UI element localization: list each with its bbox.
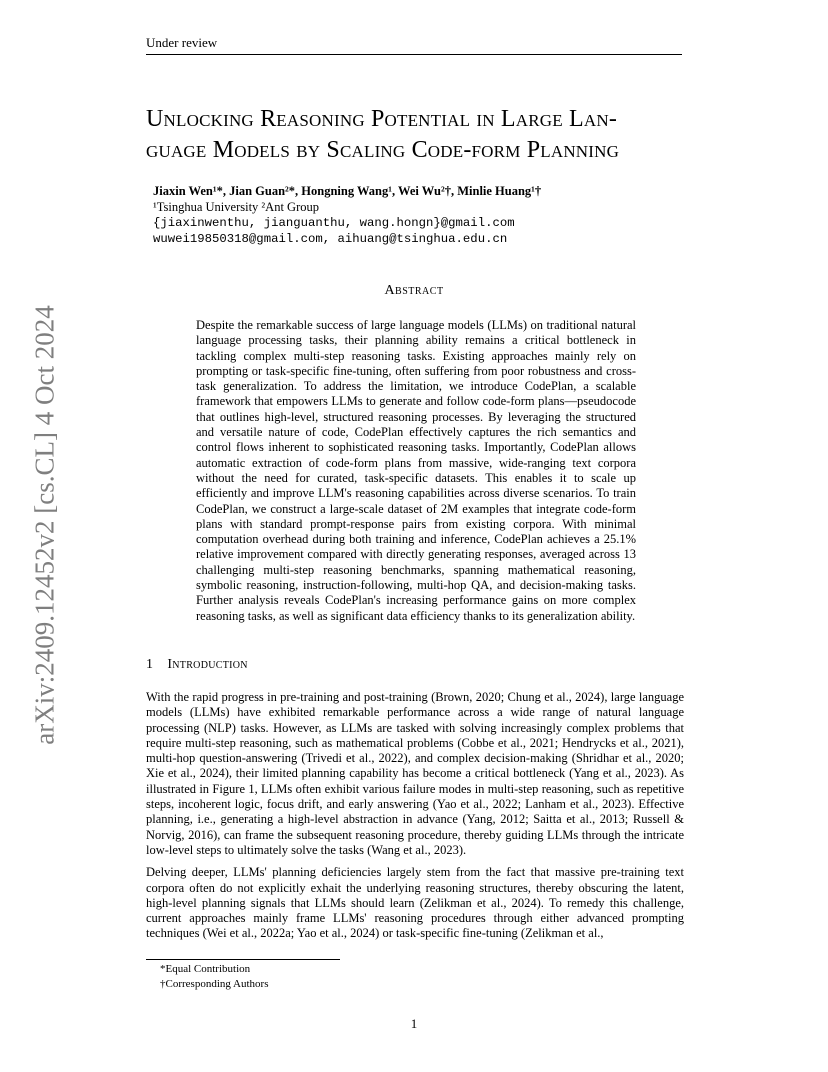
paper-title — [146, 104, 706, 166]
author-names: Jiaxin Wen¹*, Jian Guan²*, Hongning Wang¹, Wei Wu²†, Minlie Huang¹† — [153, 184, 542, 198]
footnotes — [160, 962, 268, 992]
section-title: Introduction — [167, 657, 248, 672]
footnote-rule — [146, 959, 340, 960]
author-emails-line-2: wuwei19850318@gmail.com, aihuang@tsinghua.edu.cn — [153, 232, 508, 246]
author-block — [153, 183, 693, 247]
running-head: Under review — [146, 35, 682, 55]
section-heading — [146, 657, 248, 673]
abstract-heading: Abstract — [384, 283, 444, 298]
footnote-equal-contribution: *Equal Contribution — [160, 963, 251, 975]
title-line-1: Unlocking Reasoning Potential in Large Lan- — [146, 106, 618, 132]
arxiv-identifier[interactable]: arXiv:2409.12452v2 [cs.CL] 4 Oct 2024 — [29, 305, 60, 745]
section-number: 1 — [146, 657, 154, 672]
intro-paragraph-1: With the rapid progress in pre-training and post-training (Brown, 2020; Chung et al., 2024), large language models (LLMs) have exhibited remarkable performance across a wide range of natural language processing (NLP) tasks. However, as LLMs are tasked with solving increasingly complex problems that require multi-step reasoning, such as mathematical problems (Cobbe et al., 2021; Hendrycks et al., 2021), multi-hop question-answering (Trivedi et al., 2022), and complex decision-making (Shridhar et al., 2020; Xie et al., 2024), their limited planning capability has become a critical bottleneck (Yang et al., 2023). As illustrated in Figure 1, LLMs often exhibit various failure modes in multi-step reasoning, such as repetitive steps, incoherent logic, focus drift, and early answering (Yao et al., 2022; Lanham et al., 2023). Effective planning, i.e., generating a high-level abstraction in advance (Yang, 2012; Saitta et al., 2013; Russell & Norvig, 2016), can frame the subsequent reasoning procedure, thereby guiding LLMs through the intricate low-level steps to ultimately solve the tasks (Wang et al., 2023). — [146, 690, 684, 857]
intro-paragraph-2: Delving deeper, LLMs' planning deficiencies largely stem from the fact that massive pre-training text corpora often do not explicitly exhait the underlying reasoning structures, thereby obscuring the latent, high-level planning signals that LLMs should learn (Zelikman et al., 2024). To remedy this challenge, current approaches mainly frame LLMs' reasoning procedures through either advanced prompting techniques (Wei et al., 2022a; Yao et al., 2024) or task-specific fine-tuning (Zelikman et al., — [146, 865, 684, 941]
author-emails-line-1: {jiaxinwenthu, jianguanthu, wang.hongn}@gmail.com — [153, 216, 515, 230]
title-line-2: guage Models by Scaling Code-form Planning — [146, 137, 620, 163]
footnote-corresponding-authors: †Corresponding Authors — [160, 978, 269, 990]
author-affiliations: ¹Tsinghua University ²Ant Group — [153, 200, 319, 214]
page-number: 1 — [410, 1016, 418, 1031]
abstract-text: Despite the remarkable success of large language models (LLMs) on traditional natural language processing tasks, their planning ability remains a critical bottleneck in tackling complex multi-step reasoning tasks. Existing approaches mainly rely on prompting or task-specific fine-tuning, often suffering from poor robustness and cross-task generalization. To address the limitation, we introduce CodePlan, a scalable framework that empowers LLMs to generate and follow code-form plans—pseudocode that outlines high-level, structured reasoning processes. By leveraging the structured and versatile nature of code, CodePlan effectively captures the rich semantics and control flows inherent to sophisticated reasoning tasks. Importantly, CodePlan allows automatic extraction of code-form plans from massive, wide-ranging text corpora without the need for curated, task-specific datasets. This enables it to scale up efficiently and improve LLM's reasoning capabilities across diverse scenarios. To train CodePlan, we construct a large-scale dataset of 2M examples that integrate code-form plans with standard prompt-response pairs from existing corpora. With minimal computation overhead during both training and inference, CodePlan achieves a 25.1% relative improvement compared with directly generating responses, averaged across 13 challenging multi-step reasoning benchmarks, spanning mathematical reasoning, symbolic reasoning, instruction-following, multi-hop QA, and decision-making tasks. Further analysis reveals CodePlan's increasing performance gains on more complex reasoning tasks, as well as significant data efficiency thanks to its generalization ability. — [196, 318, 636, 623]
introduction-body — [146, 690, 684, 949]
